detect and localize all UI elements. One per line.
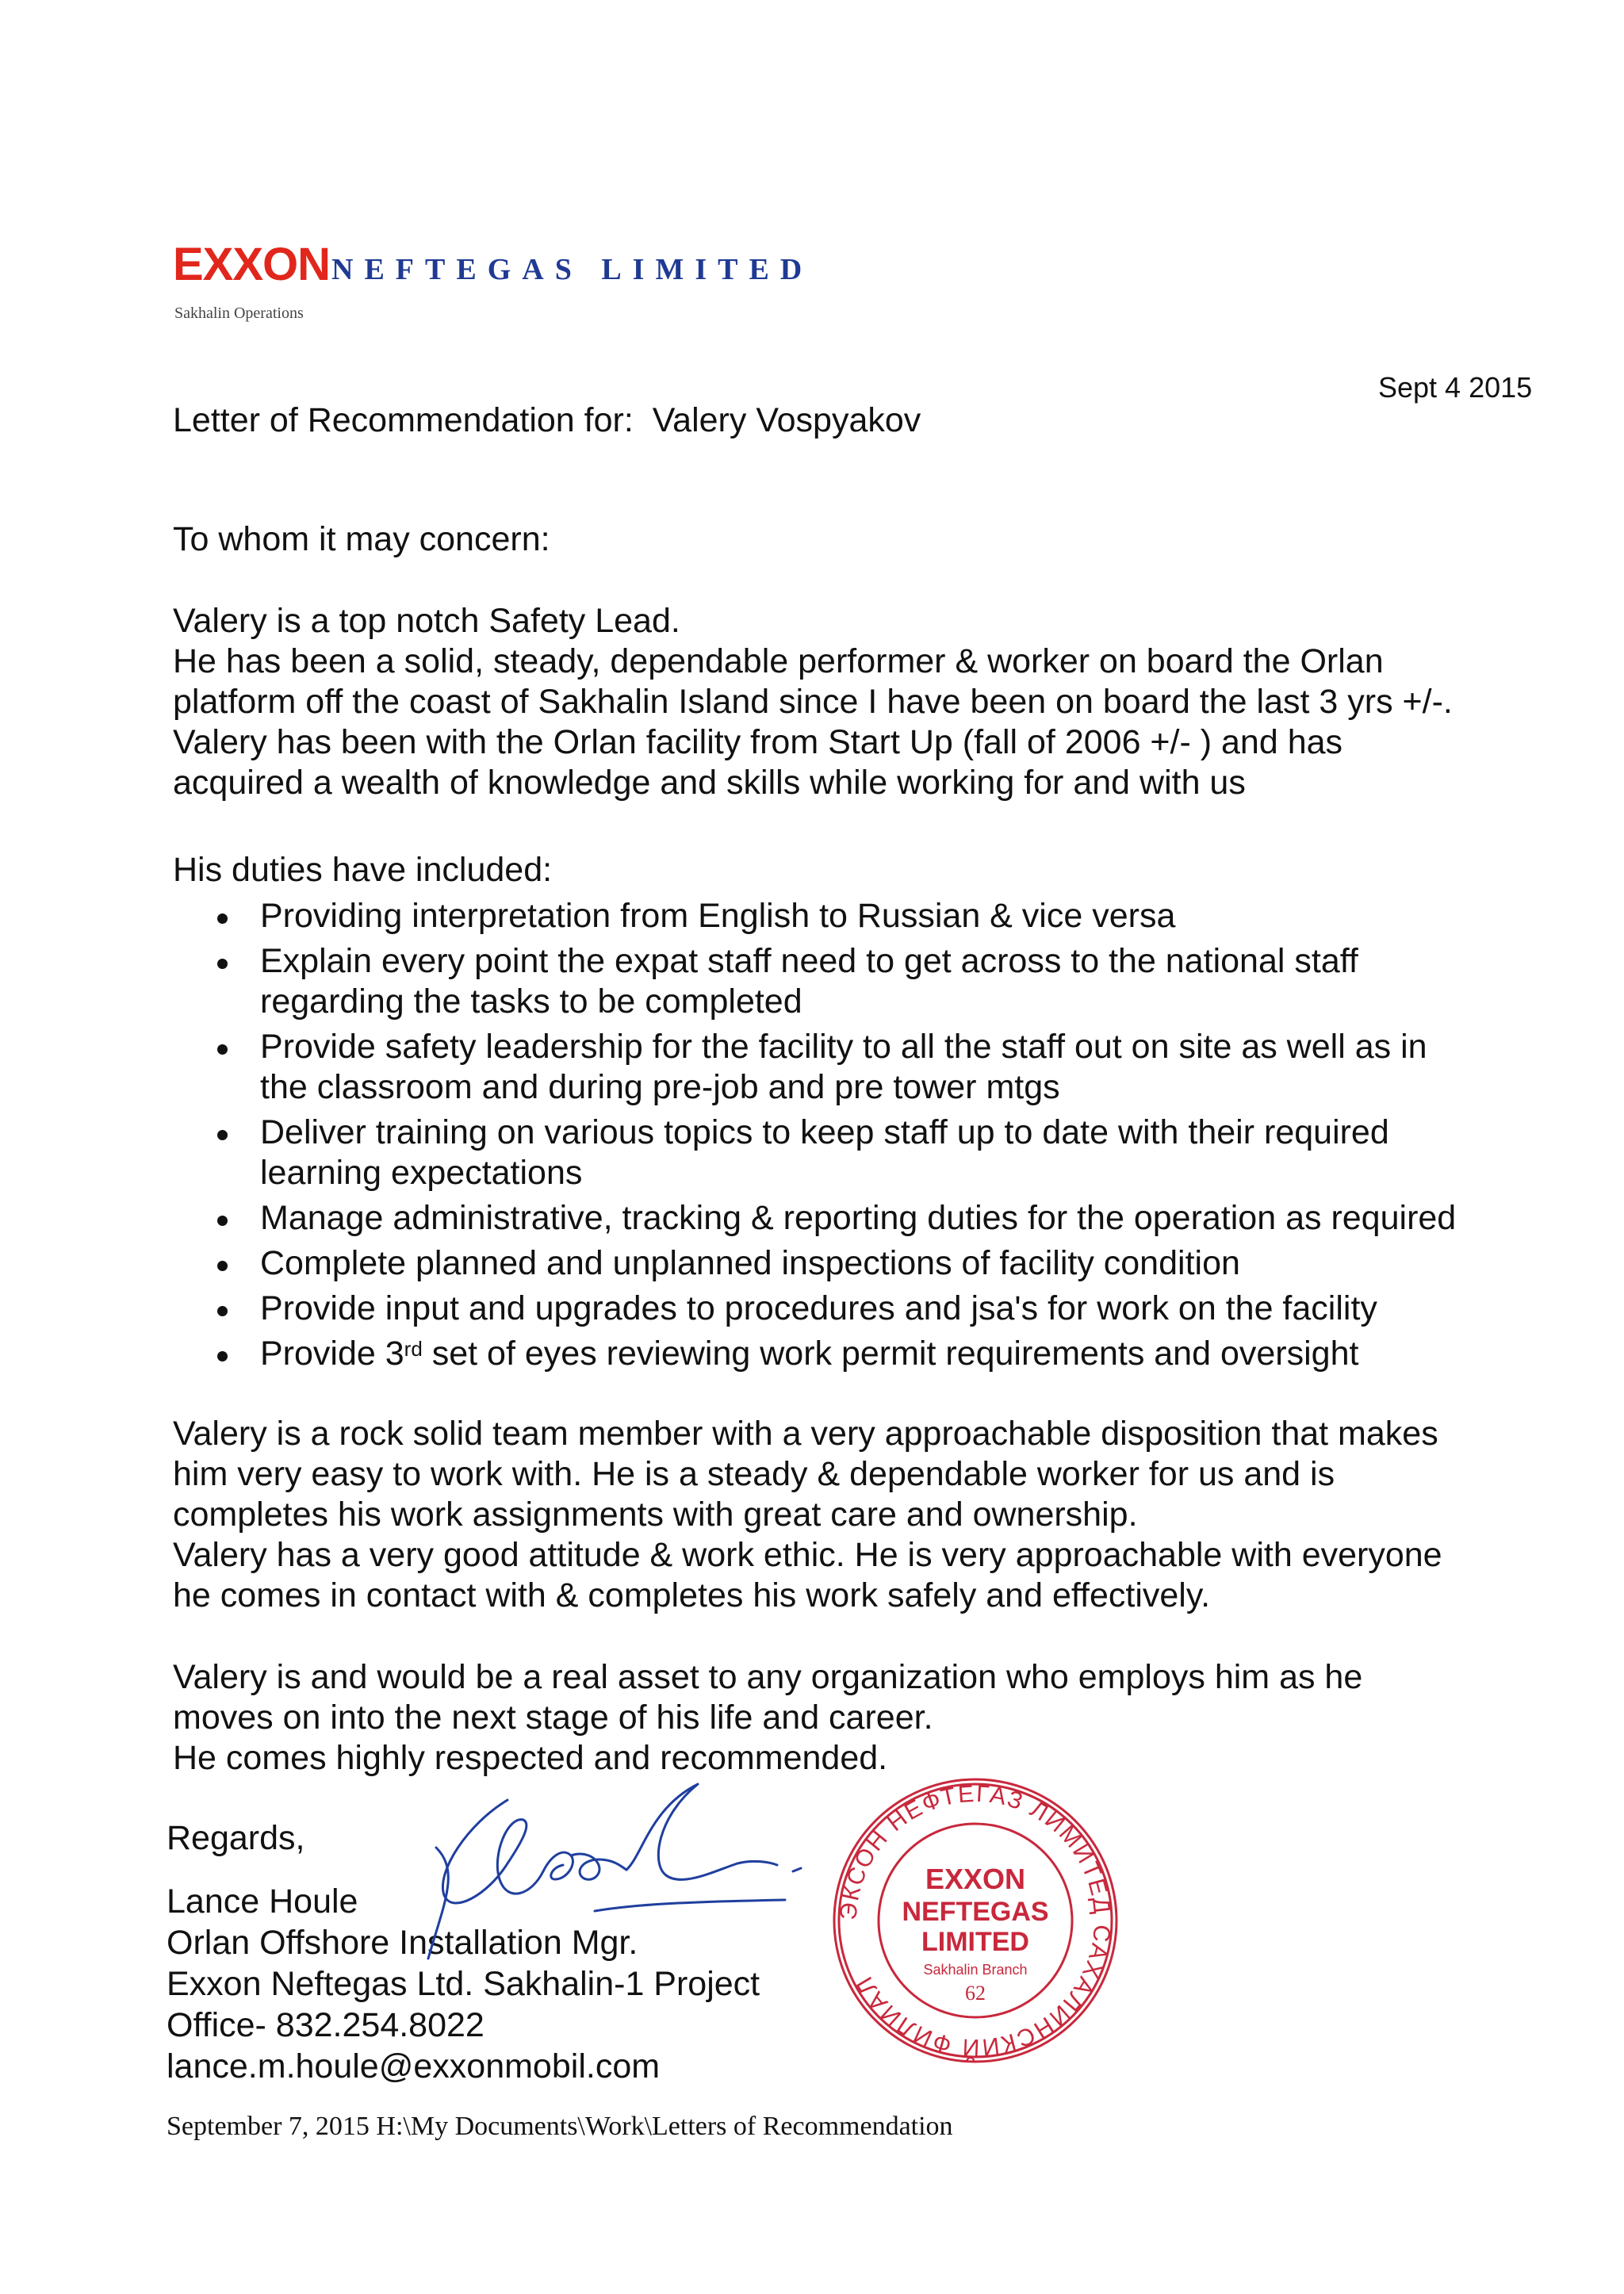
svg-text:62: 62 bbox=[965, 1982, 986, 2005]
svg-text:Sakhalin Branch: Sakhalin Branch bbox=[923, 1962, 1028, 1978]
svg-text:EXXON: EXXON bbox=[925, 1863, 1026, 1895]
closing: Regards, bbox=[167, 1819, 305, 1857]
intro-line: Valery is a top notch Safety Lead. bbox=[173, 602, 680, 640]
bullet-icon bbox=[217, 913, 228, 924]
intro-paragraph bbox=[173, 601, 1453, 803]
signer-email: lance.m.houle@exxonmobil.com bbox=[167, 2047, 661, 2085]
duties-heading: His duties have included: bbox=[173, 851, 553, 889]
duty-item: Providing interpretation from English to Russian & vice versa bbox=[173, 896, 1456, 936]
recommendation-paragraph: Valery is and would be a real asset to any organization who employs him as he moves on into the next stage of his life and career. He comes highly respected and recommended. bbox=[173, 1658, 1363, 1777]
company-stamp bbox=[825, 1770, 1126, 2071]
duties-list bbox=[173, 896, 1456, 1379]
assessment-paragraph: Valery is a rock solid team member with a very approachable disposition that makes him very easy to work with. He is a steady & dependable worker for us and is completes his work assignments with great care and ownership. Valery has a very good attitude & work ethic. He is very approachable with everyone he comes in contact with & completes his work safely and effectively. bbox=[173, 1415, 1442, 1614]
footer-file-path: September 7, 2015 H:\My Documents\Work\Letters of Recommendation bbox=[167, 2112, 953, 2141]
bullet-icon bbox=[217, 1216, 228, 1226]
intro-line: He has been a solid, steady, dependable performer & worker on board the Orlan bbox=[173, 642, 1384, 680]
duty-item: Provide safety leadership for the facility to all the staff out on site as well as in the classroom and during pre-job and pre tower mtgs bbox=[173, 1027, 1456, 1108]
bullet-icon bbox=[217, 1130, 228, 1140]
bullet-icon bbox=[217, 1351, 228, 1361]
svg-text:ЭКСОН НЕФТЕГАЗ ЛИМИТЕД САХАЛИН: ЭКСОН НЕФТЕГАЗ ЛИМИТЕД САХАЛИНСКИЙ ФИЛИАЛ bbox=[835, 1780, 1116, 2061]
intro-line: acquired a wealth of knowledge and skills while working for and with us bbox=[173, 764, 1246, 802]
duty-item: Complete planned and unplanned inspections of facility condition bbox=[173, 1243, 1456, 1284]
duty-item: Explain every point the expat staff need to get across to the national staff regarding the tasks to be completed bbox=[173, 941, 1456, 1022]
svg-text:LIMITED: LIMITED bbox=[921, 1927, 1029, 1957]
signer-company: Exxon Neftegas Ltd. Sakhalin-1 Project bbox=[167, 1965, 760, 2003]
salutation: To whom it may concern: bbox=[173, 520, 550, 558]
duty-item: Provide 3rd set of eyes reviewing work permit requirements and oversight bbox=[173, 1334, 1456, 1374]
bullet-icon bbox=[217, 1044, 228, 1055]
signer-name: Lance Houle bbox=[167, 1882, 358, 1921]
signer-title: Orlan Offshore Installation Mgr. bbox=[167, 1924, 638, 1962]
bullet-icon bbox=[217, 1306, 228, 1316]
duty-item: Manage administrative, tracking & reporting duties for the operation as required bbox=[173, 1198, 1456, 1239]
intro-line: platform off the coast of Sakhalin Island since I have been on board the last 3 yrs +/-. bbox=[173, 683, 1453, 721]
division-name: Sakhalin Operations bbox=[174, 304, 304, 322]
duty-item: Provide input and upgrades to procedures and jsa's for work on the facility bbox=[173, 1289, 1456, 1329]
intro-line: Valery has been with the Orlan facility from Start Up (fall of 2006 +/- ) and has bbox=[173, 723, 1343, 761]
letter-date: Sept 4 2015 bbox=[1378, 371, 1533, 404]
signer-phone: Office- 832.254.8022 bbox=[167, 2006, 485, 2044]
bullet-icon bbox=[217, 1261, 228, 1271]
letter-subject: Letter of Recommendation for: Valery Vospyakov bbox=[173, 401, 921, 439]
handwritten-signature bbox=[412, 1776, 825, 1967]
bullet-icon bbox=[217, 959, 228, 969]
svg-text:NEFTEGAS: NEFTEGAS bbox=[902, 1897, 1049, 1927]
company-name: NEFTEGAS LIMITED bbox=[331, 253, 814, 286]
duty-item: Deliver training on various topics to keep staff up to date with their required learning expectations bbox=[173, 1113, 1456, 1193]
company-logo-exxon: EXXON bbox=[173, 239, 331, 290]
